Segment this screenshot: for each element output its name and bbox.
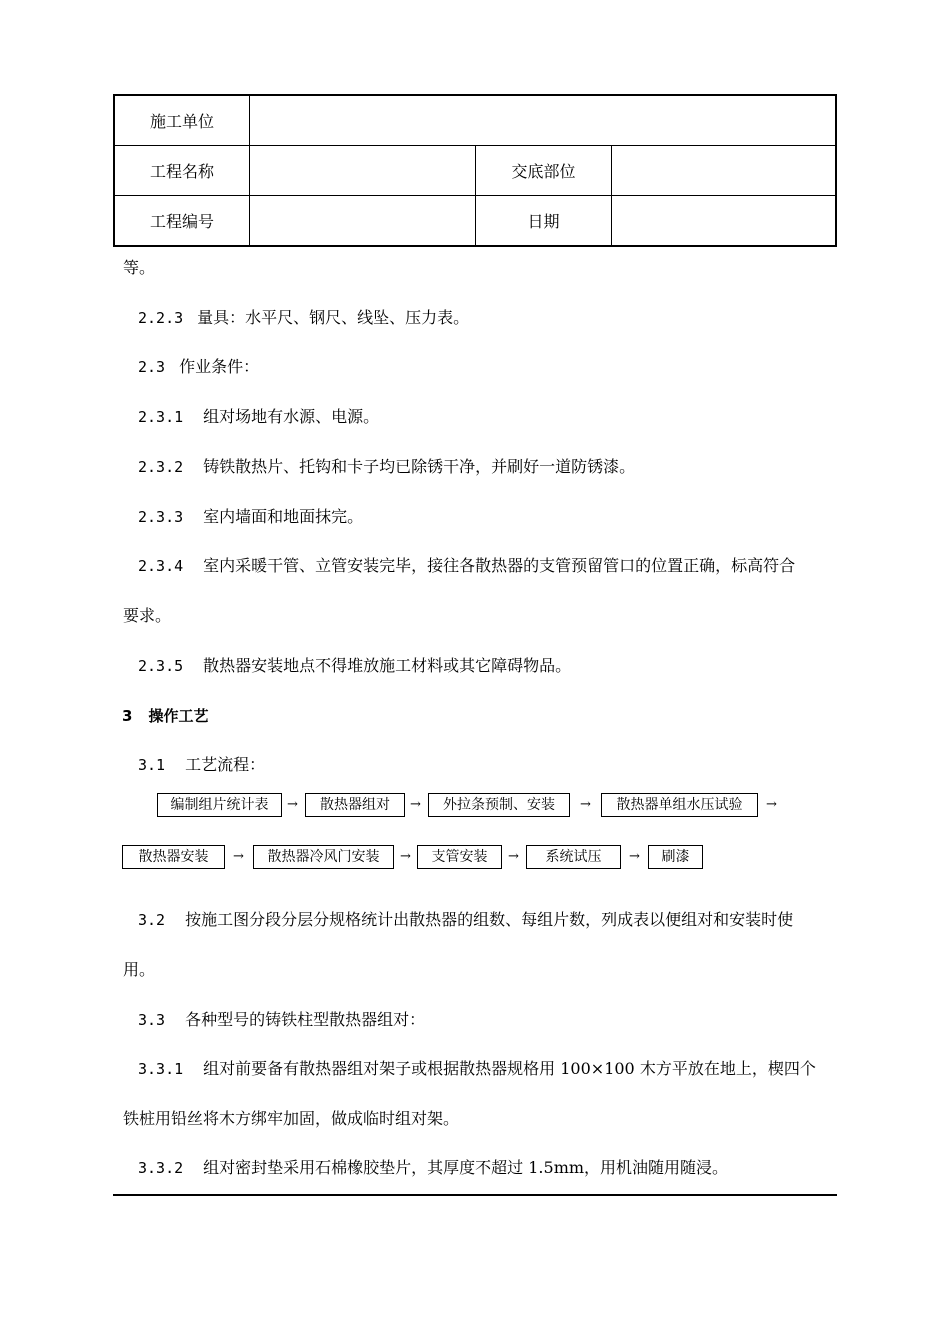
paragraph-2-3-1 — [138, 407, 379, 427]
flow-step-2: 散热器组对 — [305, 793, 405, 817]
paragraph-2-3-2 — [138, 457, 635, 477]
paragraph-3-3 — [138, 1010, 425, 1030]
paragraph-text: 按施工图分段分层分规格统计出散热器的组数、每组片数，列成表以便组对和安装时使 — [185, 910, 794, 929]
flow-step-7: 支管安装 — [417, 845, 502, 869]
paragraph-2-3-4 — [138, 556, 795, 576]
date-label: 日期 — [476, 196, 612, 247]
section-title: 操作工艺 — [148, 707, 209, 725]
project-name-value — [250, 146, 476, 196]
section-number: 2.3.1 — [138, 408, 184, 426]
part-value — [612, 146, 837, 196]
section-number: 2.3.2 — [138, 458, 184, 476]
paragraph-3-1 — [138, 755, 265, 775]
project-name-label: 工程名称 — [114, 146, 250, 196]
section-number: 2.3.5 — [138, 657, 184, 675]
section-number: 2.3 — [138, 358, 166, 376]
project-no-label: 工程编号 — [114, 196, 250, 247]
paragraph-continuation: 用。 — [123, 960, 156, 979]
flow-arrow: → — [400, 849, 411, 864]
flow-step-4: 散热器单组水压试验 — [601, 793, 758, 817]
paragraph-3-3-2 — [138, 1158, 728, 1178]
flow-step-6: 散热器冷风门安装 — [253, 845, 394, 869]
footer-rule — [113, 1194, 837, 1196]
paragraph-text: 组对密封垫采用石棉橡胶垫片，其厚度不超过 1.5mm，用机油随用随浸。 — [203, 1158, 729, 1177]
paragraph-text: 量具：水平尺、钢尺、线坠、压力表。 — [197, 308, 470, 327]
section-number: 3.3 — [138, 1011, 166, 1029]
paragraph-2-2-3 — [138, 308, 469, 328]
unit-value — [250, 95, 837, 146]
paragraph-2-3 — [138, 357, 259, 377]
unit-label: 施工单位 — [114, 95, 250, 146]
section-number: 3.2 — [138, 911, 166, 929]
section-number: 3.3.2 — [138, 1159, 184, 1177]
flow-step-5: 散热器安装 — [122, 845, 225, 869]
part-label: 交底部位 — [476, 146, 612, 196]
flow-step-8: 系统试压 — [526, 845, 621, 869]
paragraph-continuation: 要求。 — [123, 606, 172, 625]
flow-arrow: → — [766, 797, 777, 812]
flow-step-9: 刷漆 — [648, 845, 703, 869]
paragraph-text: 作业条件： — [179, 357, 260, 376]
flow-step-1: 编制组片统计表 — [157, 793, 282, 817]
section-number: 2.3.4 — [138, 557, 184, 575]
paragraph-text: 铸铁散热片、托钩和卡子均已除锈干净，并刷好一道防锈漆。 — [203, 457, 636, 476]
flow-arrow: → — [580, 797, 591, 812]
section-number: 3.3.1 — [138, 1060, 184, 1078]
paragraph-text: 室内采暖干管、立管安装完毕，接往各散热器的支管预留管口的位置正确，标高符合 — [203, 556, 796, 575]
section-number: 3 — [122, 707, 133, 725]
paragraph-3-3-1 — [138, 1059, 816, 1079]
date-value — [612, 196, 837, 247]
paragraph-2-3-3 — [138, 507, 363, 527]
paragraph-text: 组对场地有水源、电源。 — [203, 407, 380, 426]
flow-arrow: → — [410, 797, 421, 812]
paragraph-text: 室内墙面和地面抹完。 — [203, 507, 364, 526]
paragraph-text: 各种型号的铸铁柱型散热器组对： — [185, 1010, 426, 1029]
section-number: 2.3.3 — [138, 508, 184, 526]
paragraph-continuation: 铁桩用铅丝将木方绑牢加固，做成临时组对架。 — [123, 1109, 460, 1128]
flow-arrow: → — [287, 797, 298, 812]
flow-arrow: → — [629, 849, 640, 864]
paragraph-continuation: 等。 — [123, 258, 156, 277]
paragraph-text: 散热器安装地点不得堆放施工材料或其它障碍物品。 — [203, 656, 572, 675]
section-number: 2.2.3 — [138, 309, 184, 327]
project-no-value — [250, 196, 476, 247]
paragraph-3-2 — [138, 910, 793, 930]
flow-arrow: → — [233, 849, 244, 864]
flow-arrow: → — [508, 849, 519, 864]
paragraph-2-3-5 — [138, 656, 571, 676]
flow-step-3: 外拉条预制、安装 — [428, 793, 570, 817]
paragraph-text: 工艺流程： — [185, 755, 266, 774]
section-number: 3.1 — [138, 756, 166, 774]
section-heading-3 — [122, 706, 208, 726]
header-table — [113, 94, 837, 247]
paragraph-text: 组对前要备有散热器组对架子或根据散热器规格用 100×100 木方平放在地上，楔四个 — [203, 1059, 816, 1078]
